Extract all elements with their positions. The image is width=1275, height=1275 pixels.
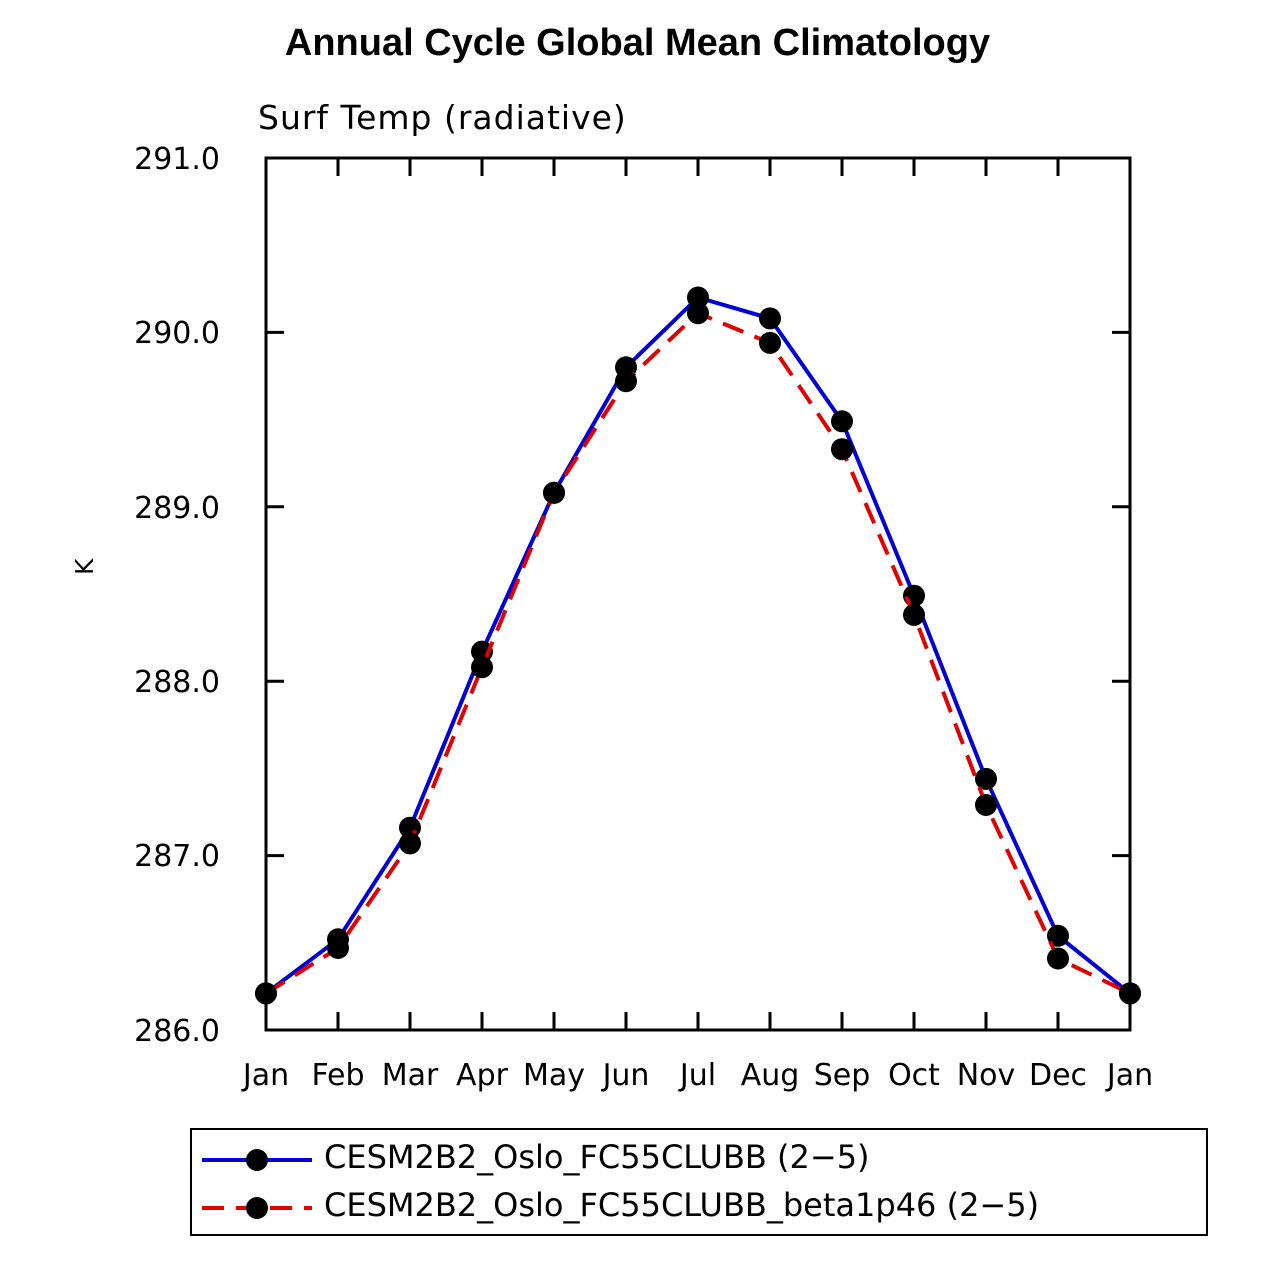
chart-title: Annual Cycle Global Mean Climatology (284, 22, 991, 64)
legend-label-0: CESM2B2_Oslo_FC55CLUBB (2−5) (324, 1138, 870, 1176)
series-0 (255, 287, 1141, 1005)
y-axis-label: K (70, 558, 99, 575)
x-tick-label-jul: Jul (679, 1058, 717, 1093)
x-tick-label-aug: Aug (740, 1058, 800, 1093)
x-tick-label-jun: Jun (602, 1058, 650, 1093)
x-tick-label-nov: Nov (956, 1058, 1016, 1093)
y-tick-label-291: 291.0 (134, 142, 220, 177)
y-tick-label-289: 289.0 (134, 491, 220, 526)
x-tick-label-oct: Oct (888, 1058, 940, 1093)
legend-entry-0 (192, 1136, 1206, 1184)
x-tick-label-may: May (522, 1058, 586, 1093)
legend-label-1: CESM2B2_Oslo_FC55CLUBB_beta1p46 (2−5) (324, 1186, 1040, 1224)
y-tick-label-290: 290.0 (134, 316, 220, 351)
y-tick-label-287: 287.0 (134, 839, 220, 874)
chart-subtitle: Surf Temp (radiative) (258, 98, 627, 137)
legend-entry-1 (192, 1184, 1206, 1232)
legend (190, 1128, 1208, 1236)
x-tick-label-feb: Feb (311, 1058, 365, 1093)
series-layer (255, 287, 1141, 1005)
x-tick-label-mar: Mar (381, 1058, 439, 1093)
x-tick-label-dec: Dec (1028, 1058, 1088, 1093)
x-tick-label-apr: Apr (456, 1058, 508, 1093)
x-tick-label-sep: Sep (813, 1058, 871, 1093)
legend-sample-line-0 (192, 1136, 322, 1184)
y-tick-label-286: 286.0 (134, 1014, 220, 1049)
x-tick-label-jan2: Jan (1106, 1058, 1154, 1093)
y-tick-label-288: 288.0 (134, 665, 220, 700)
legend-sample-line-1 (192, 1184, 322, 1232)
series-1 (255, 302, 1141, 1004)
x-tick-label-jan: Jan (242, 1058, 290, 1093)
